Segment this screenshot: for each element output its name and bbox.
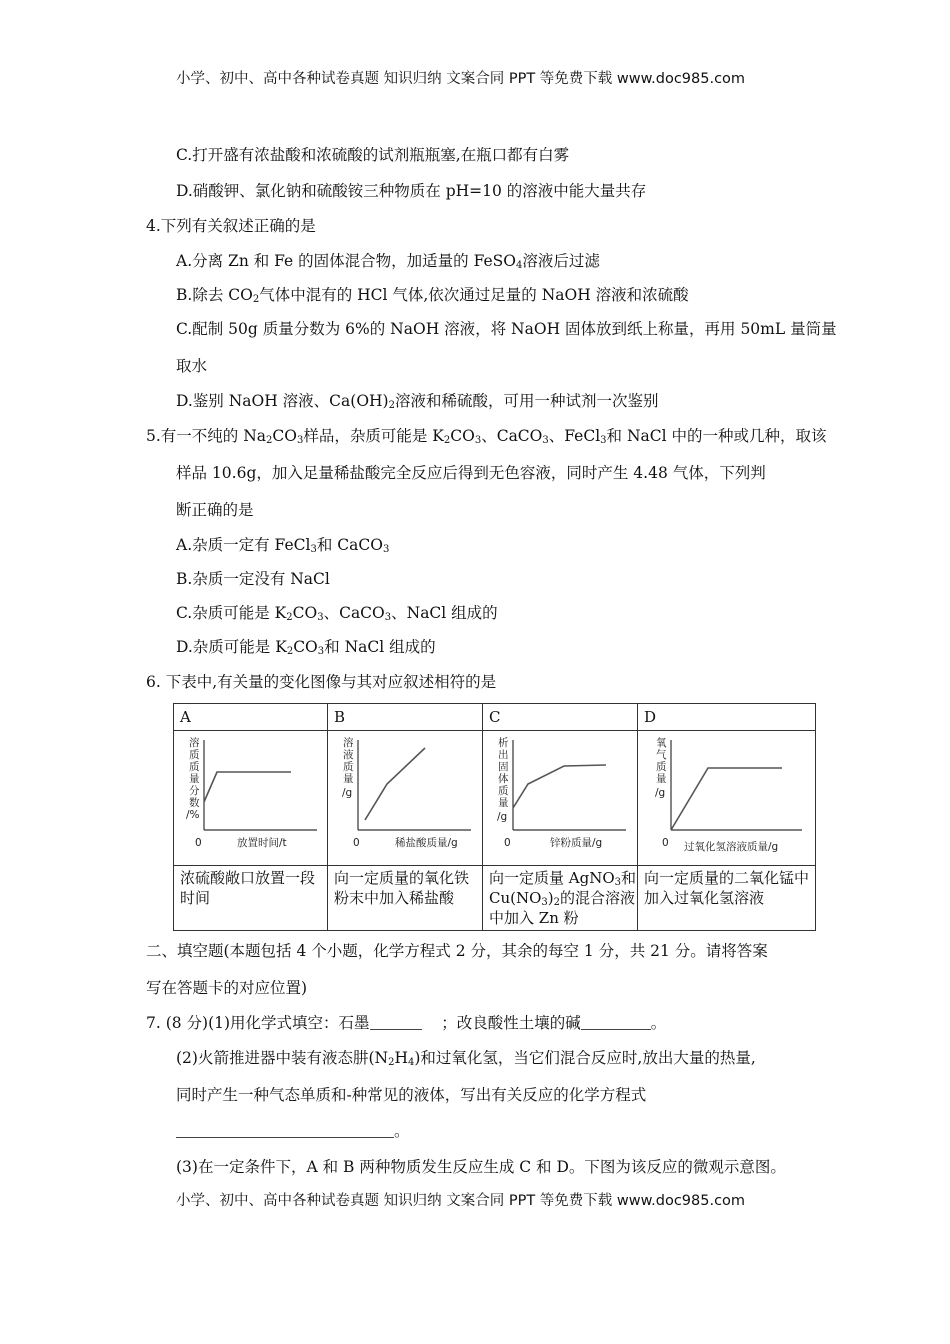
- q5-option-b: B.杂质一定没有 NaCl: [176, 570, 330, 588]
- q6-desc-c: 向一定质量 AgNO$_3$和 $Cu(NO_3)_2$的混合溶液中加入 Zn 粉: [483, 866, 638, 931]
- q6-graph-d-cell: [638, 731, 816, 866]
- q6-desc-d: 向一定质量的二氧化锰中加入过氧化氢溶液: [638, 866, 816, 931]
- q6-stem: 6. 下表中,有关量的变化图像与其对应叙述相符的是: [146, 673, 497, 691]
- q3-option-c: C.打开盛有浓盐酸和浓硫酸的试剂瓶瓶塞,在瓶口都有白雾: [176, 146, 570, 164]
- q6-graph-c-cell: [483, 731, 638, 866]
- graph-d-curve: [671, 768, 782, 830]
- graph-b-curve: [365, 748, 425, 820]
- page-footer: 小学、初中、高中各种试卷真题 知识归纳 文案合同 PPT 等免费下载 www.doc985.com: [176, 1193, 746, 1209]
- graph-d: [642, 734, 812, 862]
- ylabel-char: 量: [188, 773, 199, 785]
- q4-option-d: D.鉴别 NaOH 溶液、$Ca(OH)_2$溶液和稀硫酸，可用一种试剂一次鉴别: [176, 392, 659, 411]
- q6-desc-b: 向一定质量的氧化铁粉末中加入稀盐酸: [328, 866, 483, 931]
- q3-option-d: D.硝酸钾、氯化钠和硫酸铵三种物质在 pH=10 的溶液中能大量共存: [176, 182, 647, 200]
- q6-graph-b-cell: [328, 731, 483, 866]
- ylabel-char: 出: [498, 749, 509, 761]
- ylabel-char: 分: [188, 785, 199, 797]
- q4-stem: 4.下列有关叙述正确的是: [146, 217, 316, 235]
- ylabel-char: /g: [342, 787, 353, 799]
- ylabel-char: 氧: [655, 737, 666, 749]
- q7-line2: (2)火箭推进器中装有液态肼$(N_2H_4)$和过氧化氢，当它们混合反应时,放出大量的热量,: [176, 1049, 756, 1068]
- graph-d-ylabel: [655, 736, 667, 799]
- ylabel-char: 质: [343, 761, 354, 773]
- ylabel-char: 析: [498, 737, 509, 749]
- graph-c-ylabel: [497, 736, 509, 823]
- q6-col-a-label: A: [174, 704, 328, 731]
- ylabel-char: 质: [188, 749, 199, 761]
- answer-blank-graphite[interactable]: [370, 1013, 422, 1030]
- ylabel-char: 数: [188, 797, 199, 809]
- q6-col-c-label: C: [483, 704, 638, 731]
- section2-heading-line2: 写在答题卡的对应位置): [146, 979, 308, 997]
- q5-option-c: C.杂质可能是 $K_2CO_3$、CaCO$_3$、NaCl 组成的: [176, 604, 498, 623]
- ylabel-char: /%: [185, 809, 200, 821]
- ylabel-char: 量: [343, 773, 354, 785]
- ylabel-char: 量: [498, 797, 509, 809]
- q7-line4: 。: [176, 1120, 410, 1142]
- q6-table: [173, 703, 816, 931]
- ylabel-char: /g: [497, 811, 508, 823]
- origin-label: 0: [504, 837, 511, 849]
- ylabel-char: 液: [343, 749, 354, 761]
- q6-col-d-label: D: [638, 704, 816, 731]
- q4-option-a: A.分离 Zn 和 Fe 的固体混合物，加适量的 FeSO$_4$溶液后过滤: [176, 252, 600, 271]
- origin-label: 0: [353, 837, 360, 849]
- q7-line5: (3)在一定条件下，A 和 B 两种物质发生反应生成 C 和 D。下图为该反应的微观示意图。: [176, 1158, 786, 1176]
- q4-option-c-line2: 取水: [176, 357, 208, 375]
- ylabel-char: 溶: [188, 737, 199, 749]
- q5-option-a: A.杂质一定有 FeCl$_3$和 CaCO$_3$: [176, 536, 390, 555]
- q4-option-b: B.除去 $CO_2$气体中混有的 HCl 气体,依次通过足量的 NaOH 溶液和浓硫酸: [176, 286, 689, 305]
- ylabel-char: 固: [498, 761, 509, 773]
- ylabel-char: 体: [498, 773, 509, 785]
- ylabel-char: 质: [188, 761, 199, 773]
- section2-heading-line1: 二、填空题(本题包括 4 个小题，化学方程式 2 分，其余的每空 1 分，共 21 分。请将答案: [146, 942, 768, 960]
- ylabel-char: 质: [498, 785, 509, 797]
- graph-b: [331, 734, 479, 862]
- q6-graph-a-cell: [174, 731, 328, 866]
- q5-option-d: D.杂质可能是 $K_2CO_3$和 NaCl 组成的: [176, 638, 436, 657]
- q6-graph-row: [174, 731, 816, 866]
- origin-label: 0: [194, 837, 202, 849]
- graph-d-xlabel: 过氧化氢溶液质量/g: [683, 841, 778, 853]
- graph-a-curve: [204, 772, 291, 802]
- ylabel-char: /g: [654, 787, 665, 799]
- graph-c-curve: [513, 765, 606, 808]
- graph-a: [177, 734, 325, 862]
- page-header: 小学、初中、高中各种试卷真题 知识归纳 文案合同 PPT 等免费下载 www.doc985.com: [176, 71, 746, 87]
- q6-desc-a: 浓硫酸敞口放置一段时间: [174, 866, 328, 931]
- ylabel-char: 气: [655, 749, 666, 761]
- q5-stem-line1: 5.有一不纯的 $Na_2CO_3$样品，杂质可能是 $K_2CO_3$、CaCO$_3$、FeCl$_3$和 NaCl 中的一种或几种，取该: [146, 427, 827, 446]
- q6-desc-row: [174, 866, 816, 931]
- graph-c: [486, 734, 634, 862]
- q6-col-b-label: B: [328, 704, 483, 731]
- answer-blank-base[interactable]: [581, 1013, 651, 1030]
- answer-blank-equation[interactable]: [176, 1121, 394, 1138]
- q7-line1: 7. (8 分)(1)用化学式填空：石墨 ；改良酸性土壤的碱 。: [146, 1014, 667, 1032]
- ylabel-char: 质: [655, 761, 666, 773]
- graph-c-xlabel: 锌粉质量/g: [550, 837, 603, 849]
- graph-a-ylabel: [186, 736, 200, 821]
- origin-label: 0: [661, 837, 669, 849]
- ylabel-char: 量: [655, 773, 666, 785]
- q4-option-c-line1: C.配制 50g 质量分数为 6%的 NaOH 溶液，将 NaOH 固体放到纸上称量，再用 50mL 量筒量: [176, 320, 837, 338]
- graph-b-xlabel: 稀盐酸质量/g: [395, 837, 458, 849]
- ylabel-char: 溶: [343, 737, 354, 749]
- q5-stem-line3: 断正确的是: [176, 501, 254, 519]
- q5-stem-line2: 样品 10.6g，加入足量稀盐酸完全反应后得到无色容液，同时产生 4.48 气体，下列判: [176, 464, 766, 482]
- graph-a-xlabel: 放置时间/t: [236, 837, 287, 849]
- q7-line3: 同时产生一种气态单质和-种常见的液体，写出有关反应的化学方程式: [176, 1086, 647, 1104]
- graph-b-ylabel: [342, 736, 354, 799]
- q6-header-row: [174, 704, 816, 731]
